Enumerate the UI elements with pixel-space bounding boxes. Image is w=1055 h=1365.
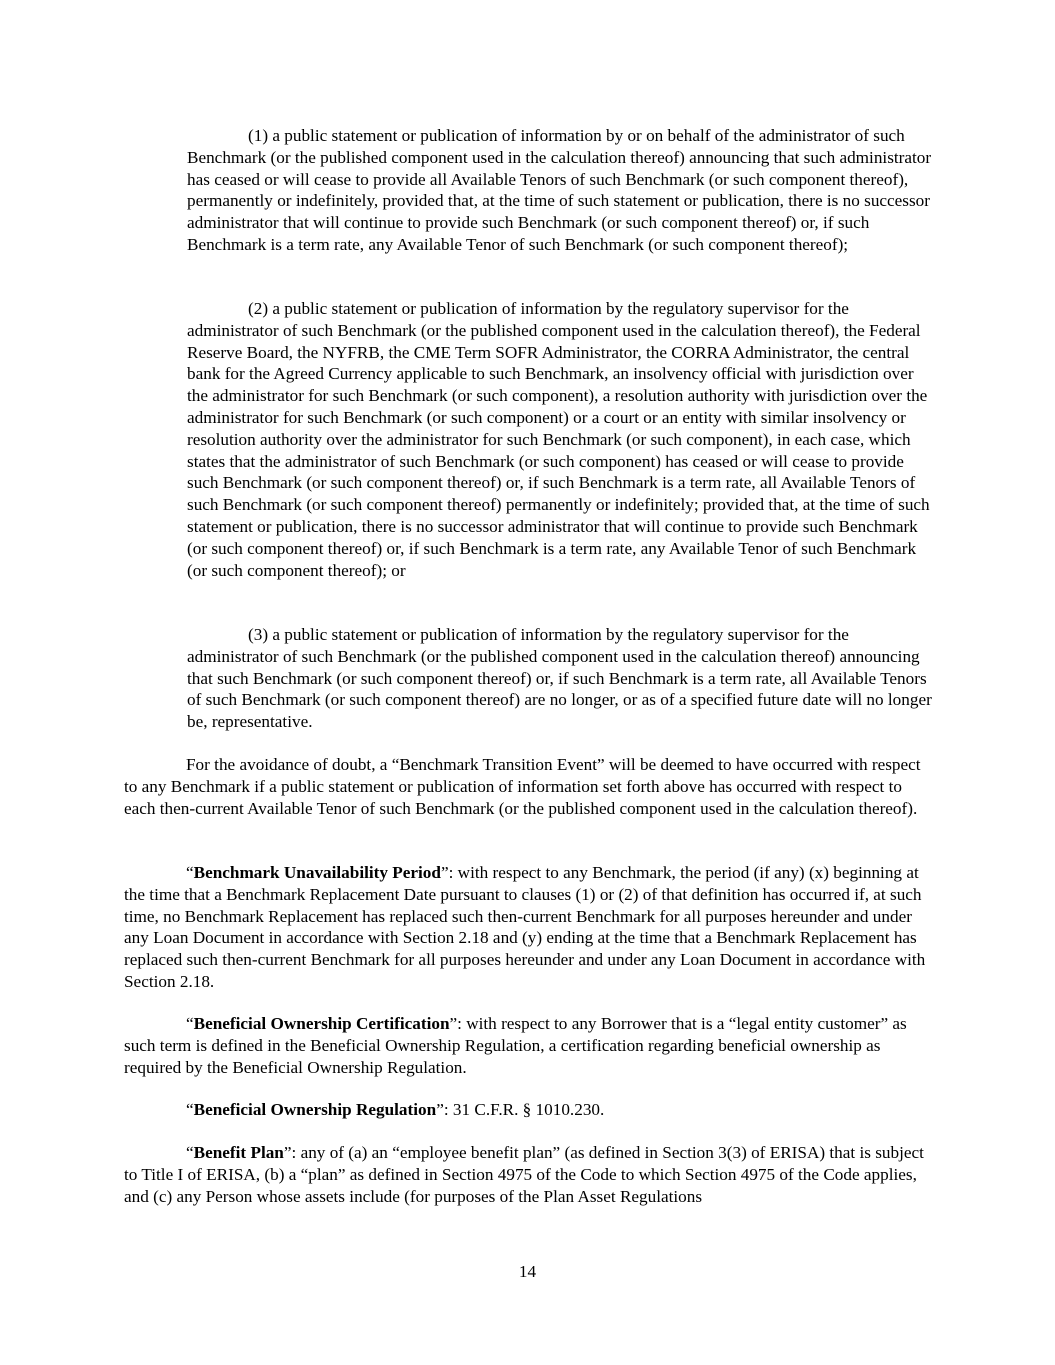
defined-term: Benefit Plan	[193, 1143, 284, 1162]
defined-term: Benchmark Unavailability Period	[193, 863, 441, 882]
open-quote: “	[186, 1014, 194, 1033]
clause-2-paragraph: (2) a public statement or publication of information by the regulatory supervisor for the administrator of such Benchmark (or the published component used in the calculation thereof), the Federal Reserve Board, the NYFRB, the CME Term SOFR Administrator, the CORRA Administrator, the central bank for the Agreed Currency applicable to such Benchmark, an insolvency official with jurisdiction over the administrator for such Benchmark (or such component), a resolution authority with jurisdiction over the administrator for such Benchmark (or such component) or a court or an entity with similar insolvency or resolution authority over the administrator for such Benchmark (or such component), in each case, which states that the administrator of such Benchmark (or such component) has ceased or will cease to provide such Benchmark (or such component thereof) or, if such Benchmark is a term rate, all Available Tenors of such Benchmark (or such component thereof) permanently or indefinitely; provided that, at the time of such statement or publication, there is no successor administrator that will continue to provide such Benchmark (or such component thereof) or, if such Benchmark is a term rate, any Available Tenor of such Benchmark (or such component thereof); or	[187, 299, 930, 580]
open-quote: “	[186, 1100, 194, 1119]
page-number: 14	[518, 1262, 537, 1281]
definition-text: ”: with respect to any Borrower that is a “legal entity customer” as such term is defined in the Beneficial Ownership Regulation, a certification regarding beneficial ownership as required by the Beneficial Ownership Regulation.	[124, 1014, 907, 1077]
definition-text: ”: 31 C.F.R. § 1010.230.	[436, 1100, 605, 1119]
definition-text: ”: with respect to any Benchmark, the period (if any) (x) beginning at the time that a Benchmark Replacement Date pursuant to clauses (1) or (2) of that definition has occurred if, at such time, no Benchmark Replacement has replaced such then-current Benchmark for all purposes hereunder and under any Loan Document in accordance with Section 2.18 and (y) ending at the time that a Benchmark Replacement has replaced such then-current Benchmark for all purposes hereunder and under any Loan Document in accordance with Section 2.18.	[124, 863, 926, 991]
definition-benefit-plan	[124, 1142, 929, 1207]
clause-1-paragraph: (1) a public statement or publication of information by or on behalf of the administrator of such Benchmark (or the published component used in the calculation thereof) announcing that such administrator has ceased or will cease to provide all Available Tenors of such Benchmark (or such component thereof), permanently or indefinitely, provided that, at the time of such statement or publication, there is no successor administrator that will continue to provide such Benchmark (or such component thereof) or, if such Benchmark is a term rate, any Available Tenor of such Benchmark (or such component thereof);	[187, 126, 932, 254]
definition-beneficial-ownership-certification	[124, 1013, 929, 1078]
open-quote: “	[186, 863, 194, 882]
clause-3-paragraph: (3) a public statement or publication of information by the regulatory supervisor for the administrator of such Benchmark (or the published component used in the calculation thereof) announcing that such Benchmark (or such component thereof) or, if such Benchmark is a term rate, all Available Tenors of such Benchmark (or such component thereof) are no longer, or as of a specified future date will no longer be, representative.	[187, 625, 932, 732]
definition-benchmark-unavailability-period	[124, 862, 929, 993]
definition-text: ”: any of (a) an “employee benefit plan” (as defined in Section 3(3) of ERISA) that is subject to Title I of ERISA, (b) a “plan” as defined in Section 4975 of the Code to which Section 4975 of the Code applies, and (c) any Person whose assets include (for purposes of the Plan Asset Regulations	[124, 1143, 924, 1206]
open-quote: “	[186, 1143, 194, 1162]
defined-term: Beneficial Ownership Regulation	[193, 1100, 437, 1119]
avoidance-of-doubt-paragraph: For the avoidance of doubt, a “Benchmark Transition Event” will be deemed to have occurred with respect to any Benchmark if a public statement or publication of information set forth above has occurred with respect to each then-current Available Tenor of such Benchmark (or the published component used in the calculation thereof).	[124, 755, 921, 818]
definition-beneficial-ownership-regulation	[124, 1099, 929, 1121]
defined-term: Beneficial Ownership Certification	[193, 1014, 450, 1033]
